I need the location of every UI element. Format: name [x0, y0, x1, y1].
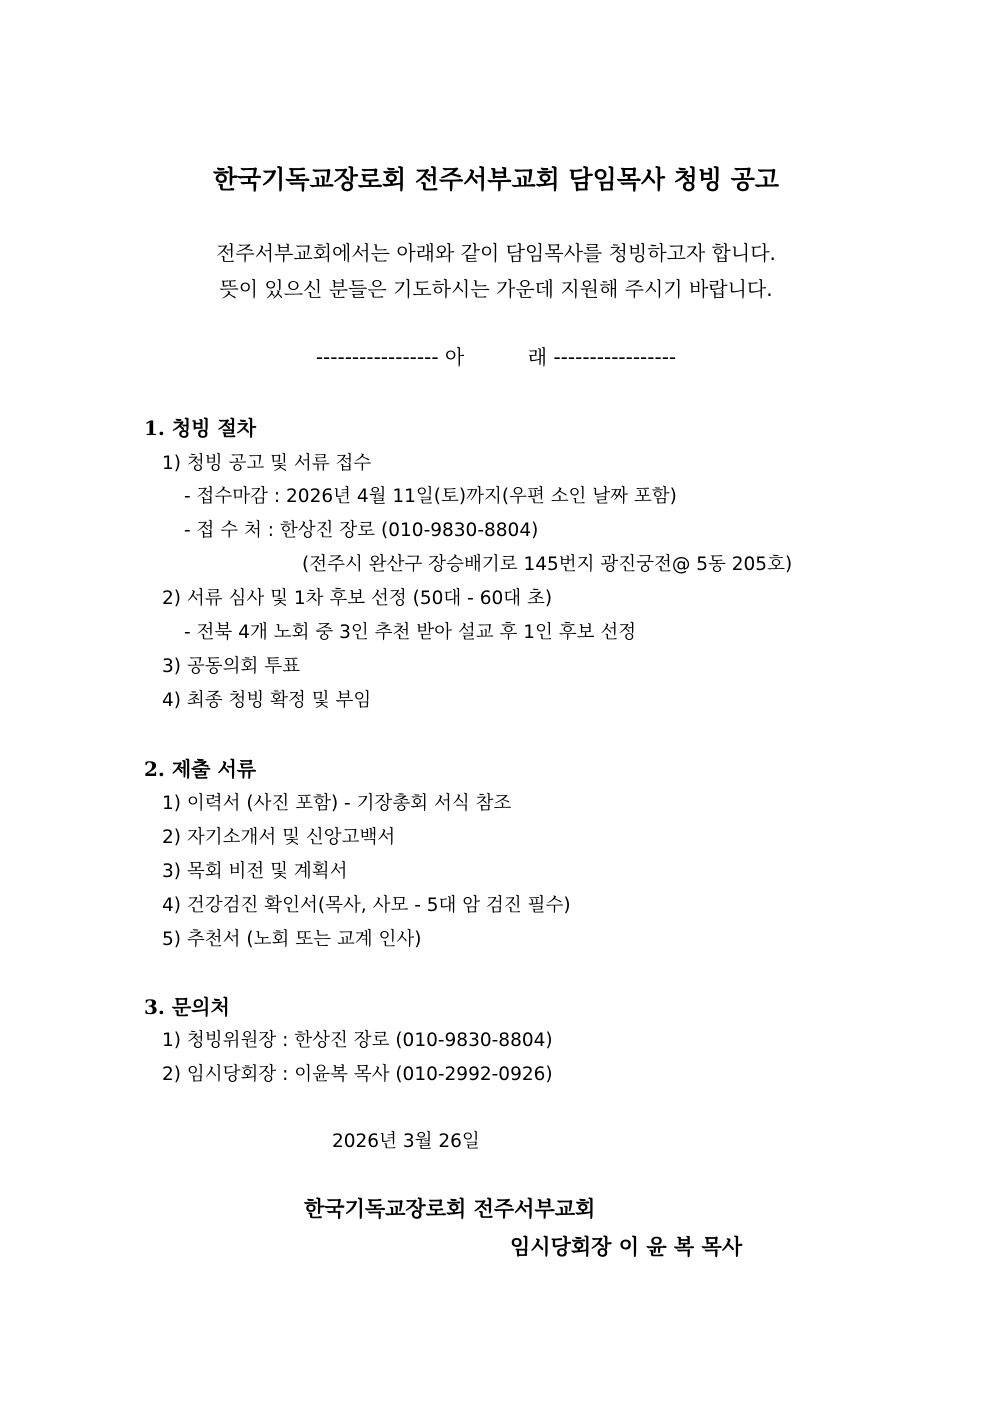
intro-line-2: 뜻이 있으신 분들은 기도하시는 가운데 지원해 주시기 바랍니다.: [219, 277, 773, 301]
list-item: 2) 자기소개서 및 신앙고백서: [162, 827, 396, 848]
signature-org: 한국기독교장로회 전주서부교회: [304, 1196, 596, 1221]
list-item: 2) 서류 심사 및 1차 후보 선정 (50대 - 60대 초): [162, 588, 553, 609]
list-item: - 접수마감 : 2026년 4월 11일(토)까지(우편 소인 날짜 포함): [184, 486, 677, 507]
list-item: 3) 공동의회 투표: [162, 656, 300, 677]
list-item: 1) 청빙위원장 : 한상진 장로 (010-9830-8804): [162, 1030, 553, 1051]
notice-date: 2026년 3월 26일: [332, 1131, 480, 1152]
list-item: 1) 청빙 공고 및 서류 접수: [162, 453, 372, 474]
list-item: - 전북 4개 노회 중 3인 추천 받아 설교 후 1인 후보 선정: [184, 622, 637, 643]
list-item: 4) 최종 청빙 확정 및 부임: [162, 690, 372, 711]
section-heading-procedure: 1. 청빙 절차: [144, 416, 257, 440]
list-item-address: (전주시 완산구 장승배기로 145번지 광진궁전@ 5동 205호): [302, 554, 793, 575]
page-title: 한국기독교장로회 전주서부교회 담임목사 청빙 공고: [212, 165, 780, 194]
list-item: 1) 이력서 (사진 포함) - 기장총회 서식 참조: [162, 793, 512, 814]
section-divider: ----------------- 아 래 -----------------: [315, 345, 677, 369]
list-item: 3) 목회 비전 및 계획서: [162, 861, 348, 882]
list-item: 4) 건강검진 확인서(목사, 사모 - 5대 암 검진 필수): [162, 895, 571, 916]
intro-line-1: 전주서부교회에서는 아래와 같이 담임목사를 청빙하고자 합니다.: [216, 241, 776, 265]
section-heading-documents: 2. 제출 서류: [144, 757, 257, 781]
signature-person: 임시당회장 이 윤 복 목사: [510, 1234, 743, 1259]
list-item: 2) 임시당회장 : 이윤복 목사 (010-2992-0926): [162, 1064, 553, 1085]
section-heading-contact: 3. 문의처: [144, 995, 230, 1019]
list-item: 5) 추천서 (노회 또는 교계 인사): [162, 929, 422, 950]
list-item: - 접 수 처 : 한상진 장로 (010-9830-8804): [184, 520, 539, 541]
